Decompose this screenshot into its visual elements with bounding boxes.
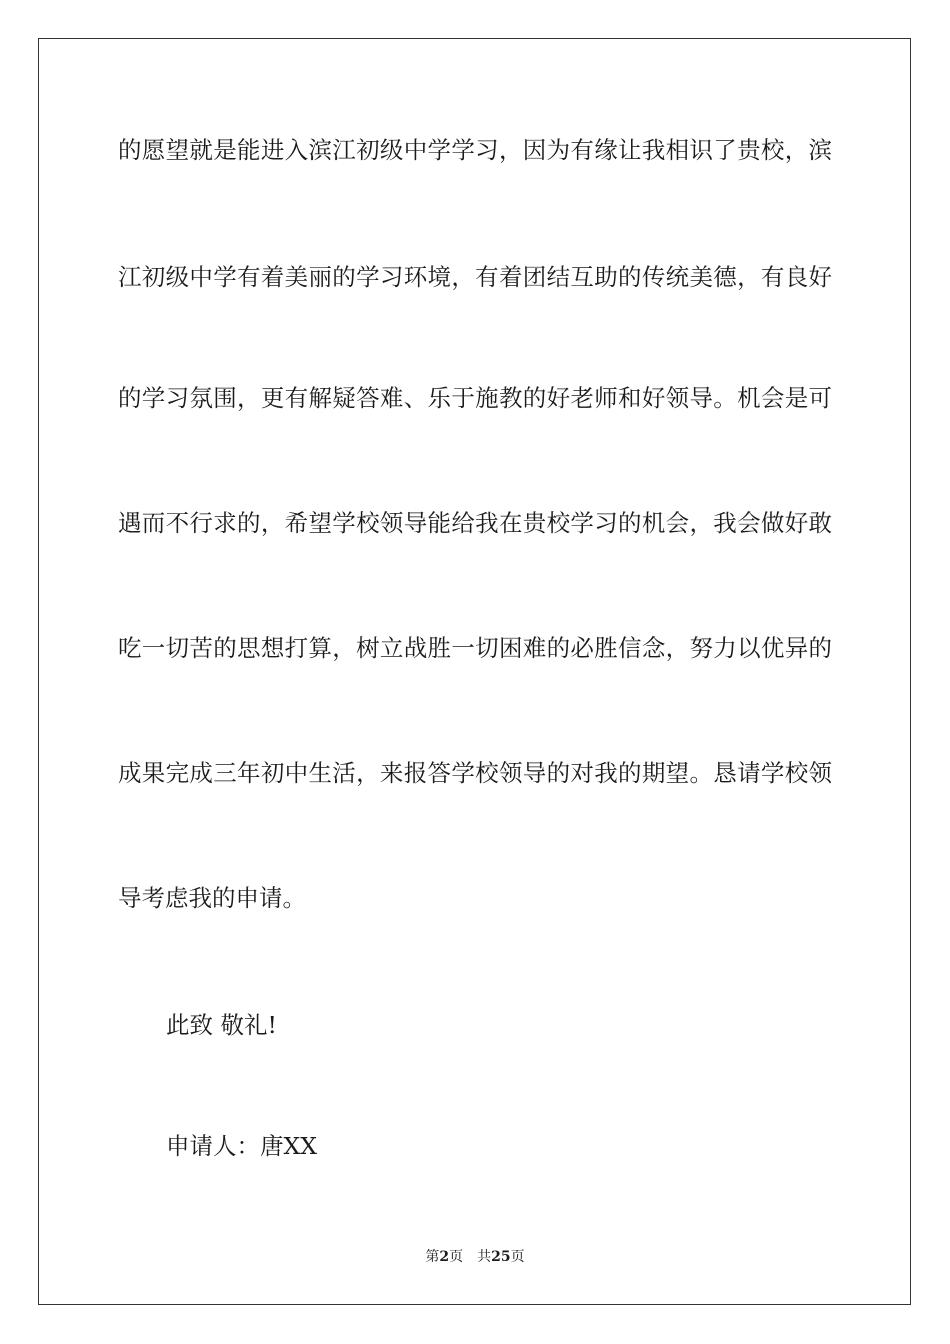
page-prefix: 第 [425,1249,440,1265]
closing-salutation: 此致 敬礼! [166,1011,277,1039]
page-frame [38,38,911,1305]
total-pages: 25 [491,1249,511,1265]
body-line-2: 江初级中学有着美丽的学习环境，有着团结互助的传统美德，有良好 [118,263,832,291]
page-footer [0,1248,950,1266]
body-line-4: 遇而不行求的，希望学校领导能给我在贵校学习的机会，我会做好敢 [118,509,832,537]
page-number: 2 [439,1249,450,1265]
body-line-3: 的学习氛围，更有解疑答难、乐于施教的好老师和好领导。机会是可 [118,384,832,412]
total-prefix: 共 [477,1249,492,1265]
body-line-6: 成果完成三年初中生活，来报答学校领导的对我的期望。恳请学校领 [118,759,832,787]
body-line-5: 吃一切苦的思想打算，树立战胜一切困难的必胜信念，努力以优异的 [118,634,832,662]
applicant-signature: 申请人：唐XX [166,1132,317,1160]
total-unit: 页 [510,1249,525,1265]
page-unit: 页 [449,1249,464,1265]
body-line-7: 导考虑我的申请。 [118,884,306,912]
body-line-1: 的愿望就是能进入滨江初级中学学习，因为有缘让我相识了贵校，滨 [118,136,832,164]
